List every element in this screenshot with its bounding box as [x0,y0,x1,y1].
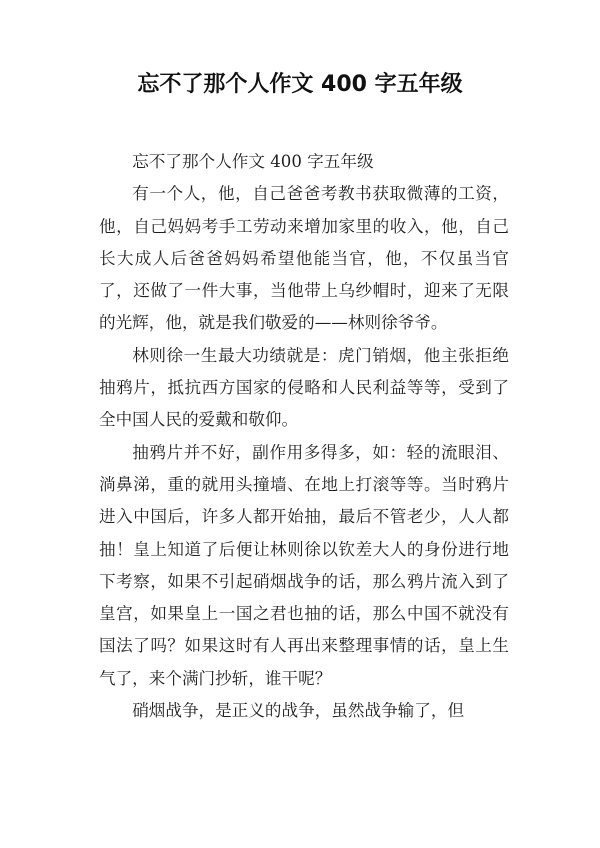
paragraph-1: 有一个人，他，自己爸爸考教书获取微薄的工资，他，自己妈妈考手工劳动来增加家里的收入，他，自己长大成人后爸爸妈妈希望他能当官，他，不仅虽当官了，还做了一件大事，当他带上乌纱帽时，迎来了无限的光辉，他，就是我们敬爱的——林则徐爷爷。 [99,184,509,333]
document-title: 忘不了那个人作文 400 字五年级 [137,72,463,97]
essay-subtitle-line: 忘不了那个人作文 400 字五年级 [132,152,374,171]
document-body [99,146,509,727]
paragraph-4: 硝烟战争，是正义的战争，虽然战争输了，但 [132,701,465,721]
paragraph-3: 抽鸦片并不好，副作用多得多，如：轻的流眼泪、淌鼻涕，重的就用头撞墙、在地上打滚等等。当时鸦片进入中国后，许多人都开始抽，最后不管老少，人人都抽！皇上知道了后便让林则徐以钦差大人的身份进行地下考察，如果不引起硝烟战争的话，那么鸦片流入到了皇宫，如果皇上一国之君也抽的话，那么中国不就没有国法了吗？如果这时有人再出来整理事情的话，皇上生气了，来个满门抄斩，谁干呢？ [99,442,509,688]
paragraph-2: 林则徐一生最大功绩就是：虎门销烟，他主张拒绝抽鸦片，抵抗西方国家的侵略和人民利益等等，受到了全中国人民的爱戴和敬仰。 [99,345,509,430]
